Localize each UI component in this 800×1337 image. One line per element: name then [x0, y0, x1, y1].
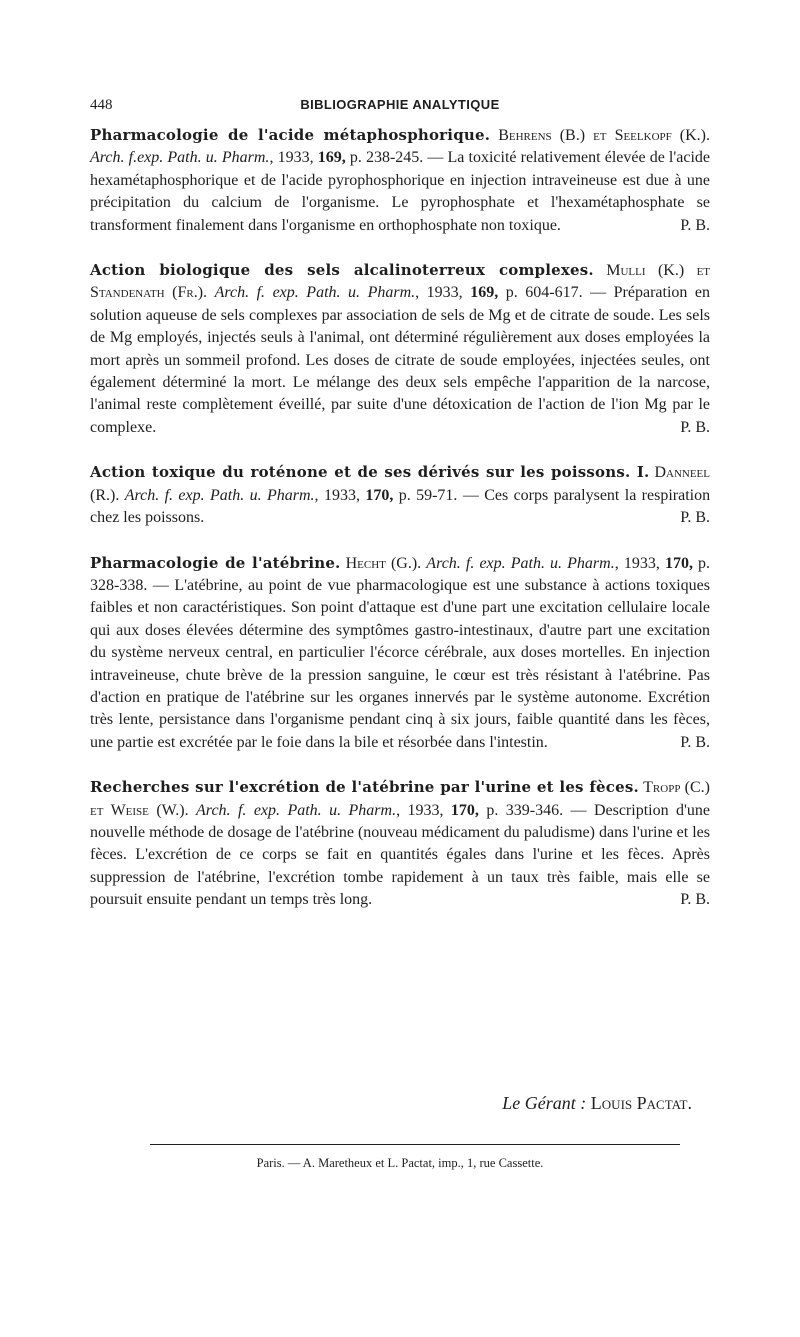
entry-title: Action biologique des sels alcalinoterreux complexes. [90, 261, 594, 280]
entry-journal: Arch. f.exp. Path. u. Pharm. [90, 149, 270, 167]
entry-year: 1933, [426, 284, 463, 302]
entry-journal: Arch. f. exp. Path. u. Pharm. [124, 486, 315, 504]
entry-pages: p. 604-617. [505, 284, 583, 302]
entry-signature: P. B. [680, 733, 710, 751]
entry-title: Action toxique du roténone et de ses dérivés sur les poissons. I. [90, 463, 650, 482]
printer-imprint: Paris. — A. Maretheux et L. Pactat, imp., 1, rue Cassette. [256, 1156, 544, 1170]
entry-volume: 169, [317, 149, 346, 167]
entry-journal: Arch. f. exp. Path. u. Pharm. [214, 284, 416, 302]
entry-pages: p. 238-245. [349, 149, 424, 167]
entry-title: Pharmacologie de l'atébrine. [90, 553, 341, 572]
entry-authors: Tropp (C.) et Weise (W.). [90, 779, 711, 819]
entry-pages: p. 328-338. [90, 554, 711, 594]
bibliography-entries [90, 124, 710, 934]
entry-abstract: — La toxicité relativement élevée de l'acide hexamétaphosphorique et de l'acide pyrophosphorique en injection intraveineuse est due à une précipitation du calcium de l'organisme. Le pyrophosphate et l'hexamétaphosphate se transforment finalement dans l'organisme en orthophosphate non toxique. [90, 149, 710, 234]
entry-abstract: — Description d'une nouvelle méthode de dosage de l'atébrine (nouveau médicament du paludisme) dans l'urine et les fèces. L'excrétion de ce corps se fait en quantités égales dans l'urine et les fèces. Après suppression de l'atébrine, l'excrétion tombe rapidement à un taux très faible, mais elle se poursuit ensuite pendant un temps très long. [90, 801, 710, 909]
running-head [90, 97, 710, 121]
entry-volume: 170, [365, 486, 394, 504]
entry-signature: P. B. [680, 216, 710, 234]
entry-volume: 170, [664, 554, 693, 572]
footer-rule [150, 1144, 680, 1145]
entry-signature: P. B. [680, 418, 710, 436]
entry-journal: Arch. f. exp. Path. u. Pharm. [196, 801, 397, 819]
entry-journal: Arch. f. exp. Path. u. Pharm. [426, 554, 615, 572]
entry-year: 1933, [623, 554, 660, 572]
entry-signature: P. B. [680, 891, 710, 909]
gerant-label: Le Gérant : [502, 1093, 587, 1113]
entry-abstract: — Ces corps paralysent la respiration chez les poissons. [90, 486, 711, 527]
bibliography-entry: Pharmacologie de l'acide métaphosphorique. Behrens (B.) et Seelkopf (K.). Arch. f.exp. Path. u. Pharm., 1933, 169, p. 238-245. — La toxicité relativement élevée de l'acide hexamétaphosphorique et de l'acide pyrophosphorique en injection intraveineuse est due à une précipitation du calcium de l'organisme. Le pyrophosphate et l'hexamétaphosphate se transforment finalement dans l'organisme en orthophosphate non toxique. P. B. [90, 124, 710, 237]
bibliography-entry: Recherches sur l'excrétion de l'atébrine par l'urine et les fèces. Tropp (C.) et Weise (W.). Arch. f. exp. Path. u. Pharm., 1933, 170, p. 339-346. — Description d'une nouvelle méthode de dosage de l'atébrine (nouveau médicament du paludisme) dans l'urine et les fèces. L'excrétion de ce corps se fait en quantités égales dans l'urine et les fèces. Après suppression de l'atébrine, l'excrétion tombe rapidement à un taux très faible, mais elle se poursuit ensuite pendant un temps très long. P. B. [90, 776, 710, 911]
entry-year: 1933, [323, 486, 360, 504]
entry-volume: 169, [470, 284, 499, 302]
entry-year: 1933, [407, 801, 444, 819]
bibliography-entry: Action toxique du roténone et de ses dérivés sur les poissons. I. Danneel (R.). Arch. f. exp. Path. u. Pharm., 1933, 170, p. 59-71. — Ces corps paralysent la respiration chez les poissons. P. B. [90, 461, 710, 529]
gerant-name: Louis Pactat. [590, 1093, 692, 1113]
entry-year: 1933, [277, 149, 314, 167]
bibliography-entry: Pharmacologie de l'atébrine. Hecht (G.). Arch. f. exp. Path. u. Pharm., 1933, 170, p. 328-338. — L'atébrine, au point de vue pharmacologique est une substance à actions toxiques faibles et non caractéristiques. Son point d'attaque est d'une part une excitation cellulaire locale qui aux doses élevées détermine des symptômes gastro-intestinaux, d'autre part une excitation du système nerveux central, en particulier l'écorce cérébrale, aux doses mortelles. En injection intraveineuse, chute brève de la pression sanguine, le cœur est très résistant à l'atébrine. Pas d'action en pratique de l'atébrine sur les organes innervés par le système autonome. Excrétion très lente, persistance dans l'organisme pendant cinq à six jours, faible quantité dans les fèces, une partie est excrétée par le foie dans la bile et résorbée dans l'intestin. P. B. [90, 552, 710, 755]
entry-authors: Mulli (K.) et Standenath (Fr.). [90, 262, 711, 302]
bibliography-entry: Action biologique des sels alcalinoterreux complexes. Mulli (K.) et Standenath (Fr.). Arch. f. exp. Path. u. Pharm., 1933, 169, p. 604-617. — Préparation en solution aqueuse de sels complexes par association de sels de Mg et de citrate de soude. Les sels de Mg employés, injectés seuls à l'animal, ont déterminé régulièrement aux doses employées la mort après un sommeil profond. Les doses de citrate de soude employées, injectées seules, ont également déterminé la mort. Le mélange des deux sels empêche l'apparition de la narcose, l'animal reste complètement éveillé, par suite d'une détoxication de l'action de l'ion Mg par le complexe. P. B. [90, 259, 710, 439]
entry-authors: Danneel (R.). [90, 464, 710, 504]
entry-abstract: — L'atébrine, au point de vue pharmacologique est une substance à actions toxiques faibles et non caractéristiques. Son point d'attaque est d'une part une excitation cellulaire locale qui aux doses élevées détermine des symptômes gastro-intestinaux, d'autre part une excitation du système nerveux central, en particulier l'écorce cérébrale, aux doses mortelles. En injection intraveineuse, chute brève de la pression sanguine, le cœur est très résistant à l'atébrine. Pas d'action en pratique de l'atébrine sur les organes innervés par le système autonome. Excrétion très lente, persistance dans l'organisme pendant cinq à six jours, faible quantité dans les fèces, une partie est excrétée par le foie dans la bile et résorbée dans l'intestin. [90, 576, 710, 751]
entry-authors: Behrens (B.) et Seelkopf (K.). [498, 127, 710, 144]
entry-title: Recherches sur l'excrétion de l'atébrine par l'urine et les fèces. [90, 778, 639, 797]
entry-pages: p. 339-346. [486, 801, 564, 819]
entry-pages: p. 59-71. [398, 486, 458, 504]
entry-title: Pharmacologie de l'acide métaphosphorique. [90, 126, 491, 144]
entry-signature: P. B. [680, 509, 710, 527]
entry-volume: 170, [450, 801, 479, 819]
entry-authors: Hecht (G.). [345, 554, 422, 572]
running-title: BIBLIOGRAPHIE ANALYTIQUE [300, 97, 500, 112]
page-number: 448 [90, 97, 113, 113]
entry-abstract: — Préparation en solution aqueuse de sels complexes par association de sels de Mg et de citrate de soude. Les sels de Mg employés, injectés seuls à l'animal, ont déterminé régulièrement aux doses employées la mort après un sommeil profond. Les doses de citrate de soude employées, injectées seules, ont également déterminé la mort. Le mélange des deux sels empêche l'apparition de la narcose, l'animal reste complètement éveillé, par suite d'une détoxication de l'action de l'ion Mg par le complexe. [90, 284, 711, 436]
gerant-line [90, 1093, 692, 1114]
